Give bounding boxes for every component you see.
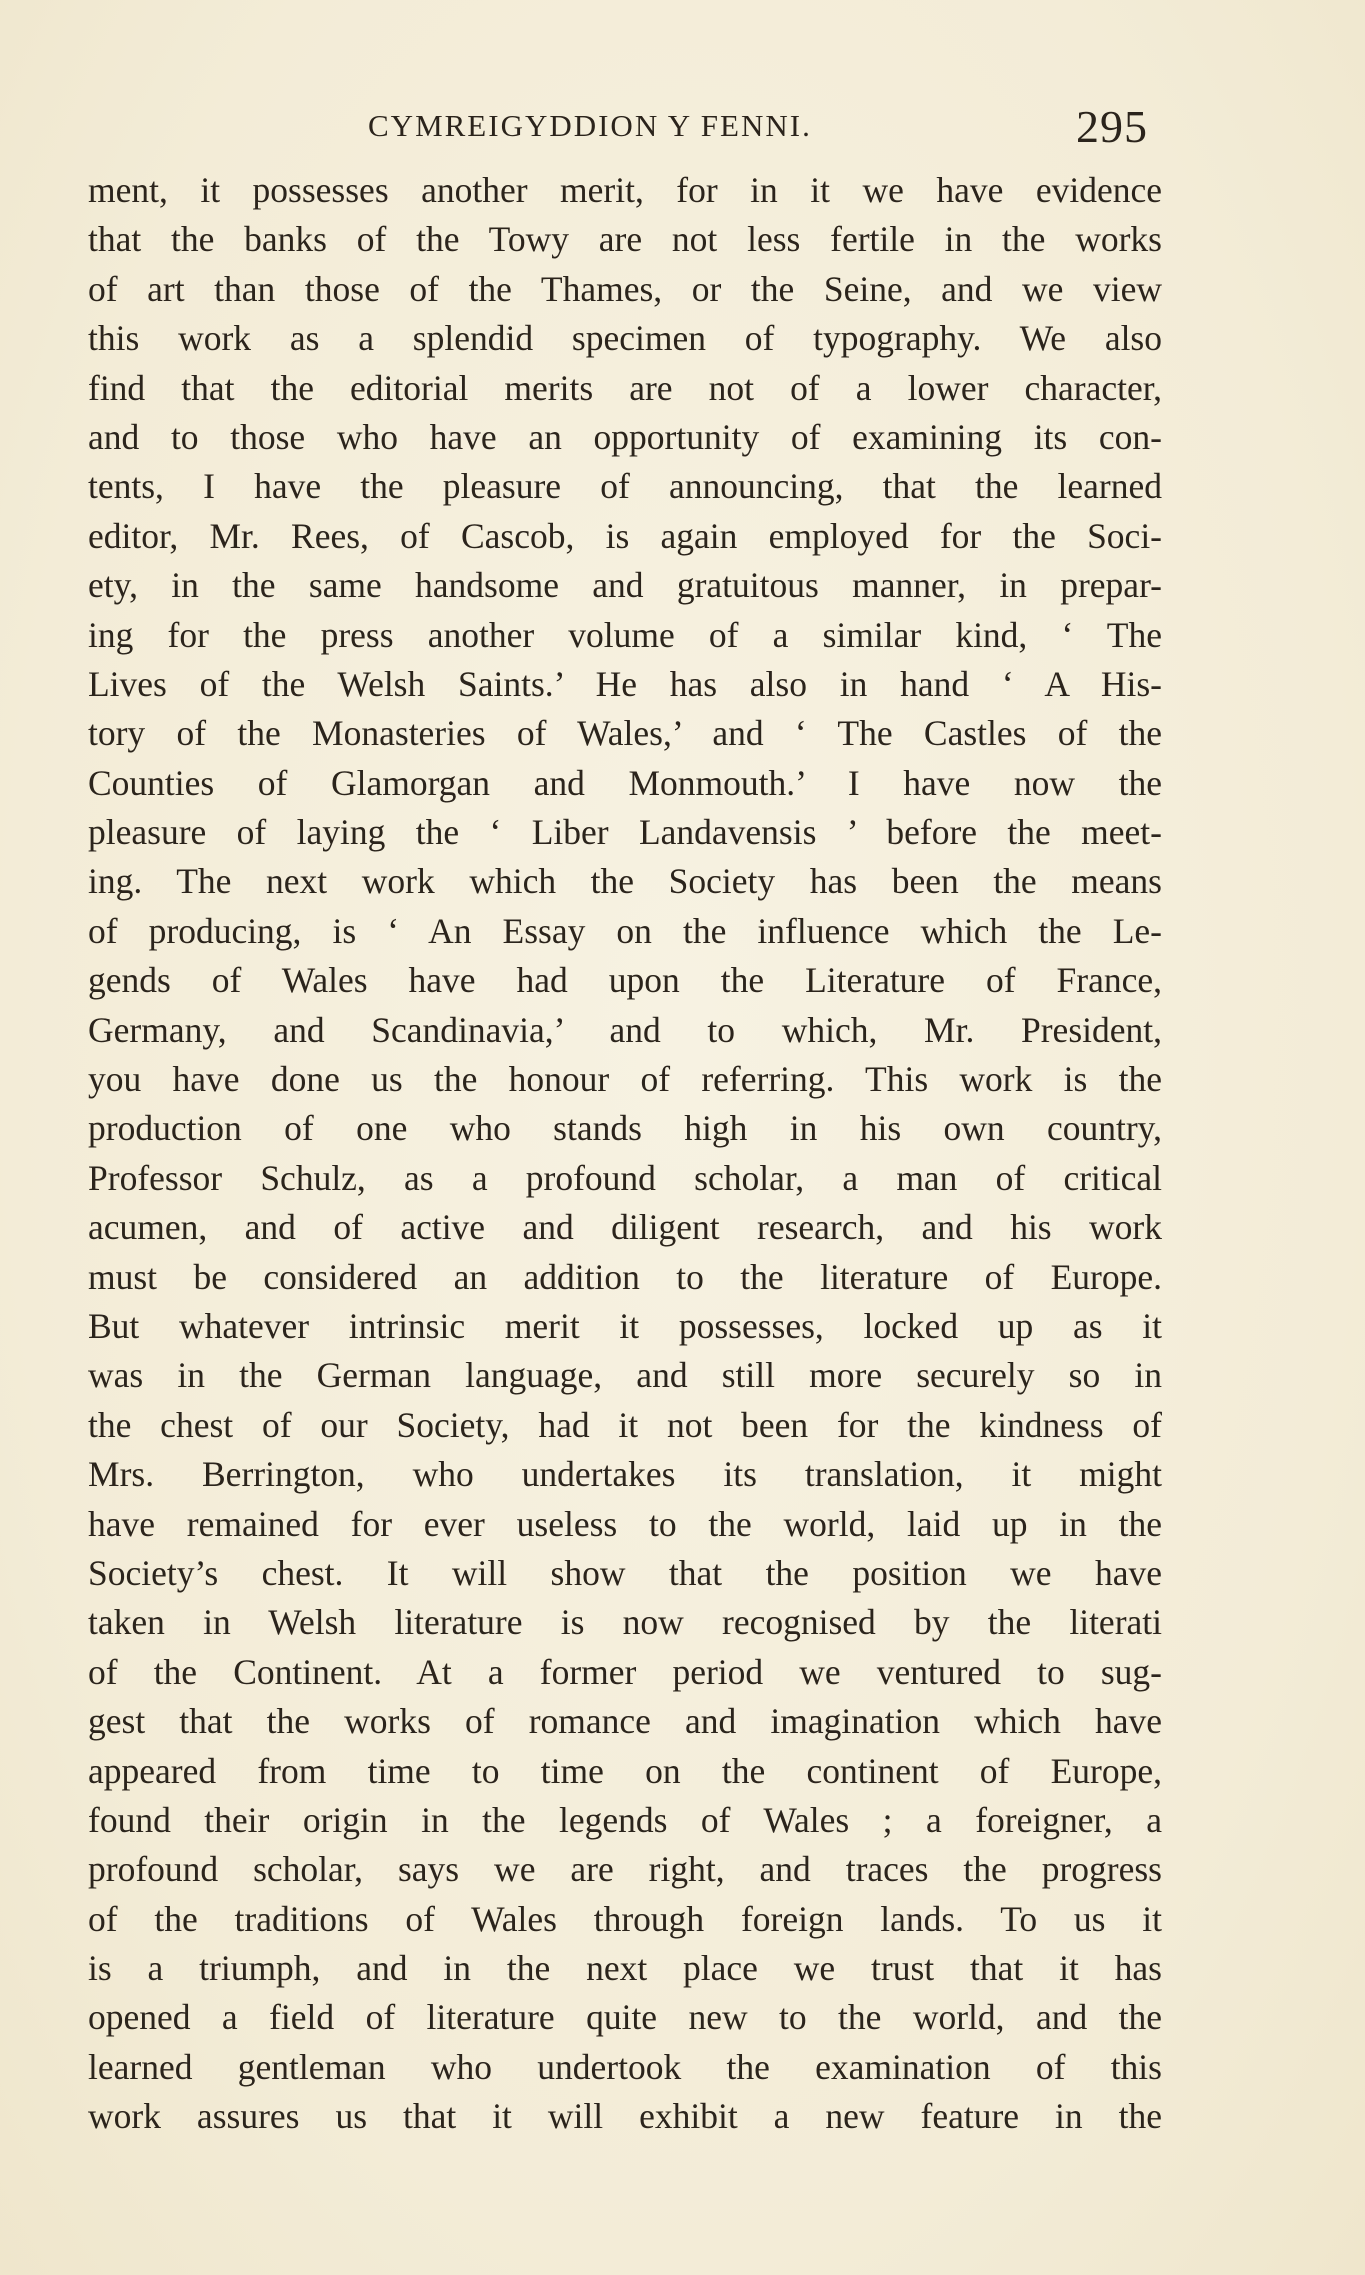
text-line: was in the German language, and still more securely so in	[88, 1355, 1162, 1396]
text-line: of art than those of the Thames, or the Seine, and we view	[88, 268, 1162, 309]
text-line: But whatever intrinsic merit it possesses, locked up as it	[88, 1305, 1162, 1346]
text-line: Counties of Glamorgan and Monmouth.’ I have now the	[88, 762, 1162, 803]
body-text	[88, 166, 1162, 2142]
text-line: you have done us the honour of referring. This work is the	[88, 1059, 1162, 1100]
text-line: of the Continent. At a former period we ventured to sug-	[88, 1651, 1162, 1692]
running-head	[0, 100, 1365, 160]
text-line: and to those who have an opportunity of examining its con-	[88, 416, 1162, 457]
text-line: production of one who stands high in his own country,	[88, 1108, 1162, 1149]
text-line: of the traditions of Wales through foreign lands. To us it	[88, 1898, 1162, 1939]
text-line: of producing, is ‘ An Essay on the influence which the Le-	[88, 910, 1162, 951]
text-line: must be considered an addition to the literature of Europe.	[88, 1256, 1162, 1297]
text-line: ing. The next work which the Society has been the means	[88, 861, 1162, 902]
text-line: profound scholar, says we are right, and traces the progress	[88, 1849, 1162, 1890]
text-line: ing for the press another volume of a similar kind, ‘ The	[88, 614, 1162, 655]
text-line: Society’s chest. It will show that the position we have	[88, 1552, 1162, 1593]
text-line: the chest of our Society, had it not been for the kindness of	[88, 1404, 1162, 1445]
page-number: 295	[1076, 101, 1148, 152]
text-line: ment, it possesses another merit, for in it we have evidence	[88, 170, 1162, 210]
text-line: gest that the works of romance and imagination which have	[88, 1701, 1162, 1742]
text-line: found their origin in the legends of Wales ; a foreigner, a	[88, 1799, 1162, 1840]
text-line: that the banks of the Towy are not less fertile in the works	[88, 219, 1162, 260]
text-line: tents, I have the pleasure of announcing, that the learned	[88, 466, 1162, 507]
text-line: have remained for ever useless to the world, laid up in the	[88, 1503, 1162, 1544]
text-line: is a triumph, and in the next place we trust that it has	[88, 1948, 1162, 1989]
text-line: appeared from time to time on the continent of Europe,	[88, 1750, 1162, 1791]
text-line: work assures us that it will exhibit a new feature in the	[88, 2096, 1162, 2137]
text-line: taken in Welsh literature is now recognised by the literati	[88, 1602, 1162, 1643]
text-line: Germany, and Scandinavia,’ and to which, Mr. President,	[88, 1009, 1162, 1050]
text-line: Lives of the Welsh Saints.’ He has also in hand ‘ A His-	[88, 663, 1162, 704]
text-line: find that the editorial merits are not of a lower character,	[88, 367, 1162, 408]
text-line: Professor Schulz, as a profound scholar, a man of critical	[88, 1157, 1162, 1198]
text-line: tory of the Monasteries of Wales,’ and ‘ The Castles of the	[88, 713, 1162, 754]
text-line: acumen, and of active and diligent research, and his work	[88, 1207, 1162, 1248]
text-line: editor, Mr. Rees, of Cascob, is again employed for the Soci-	[88, 515, 1162, 556]
running-head-title: CYMREIGYDDION Y FENNI.	[368, 108, 812, 143]
text-line: Mrs. Berrington, who undertakes its translation, it might	[88, 1454, 1162, 1495]
text-line: this work as a splendid specimen of typography. We also	[88, 318, 1162, 359]
text-line: learned gentleman who undertook the examination of this	[88, 2046, 1162, 2087]
text-line: pleasure of laying the ‘ Liber Landavensis ’ before the meet-	[88, 812, 1162, 853]
text-line: opened a field of literature quite new to the world, and the	[88, 1997, 1162, 2038]
text-line: ety, in the same handsome and gratuitous manner, in prepar-	[88, 565, 1162, 606]
text-line: gends of Wales have had upon the Literature of France,	[88, 960, 1162, 1001]
